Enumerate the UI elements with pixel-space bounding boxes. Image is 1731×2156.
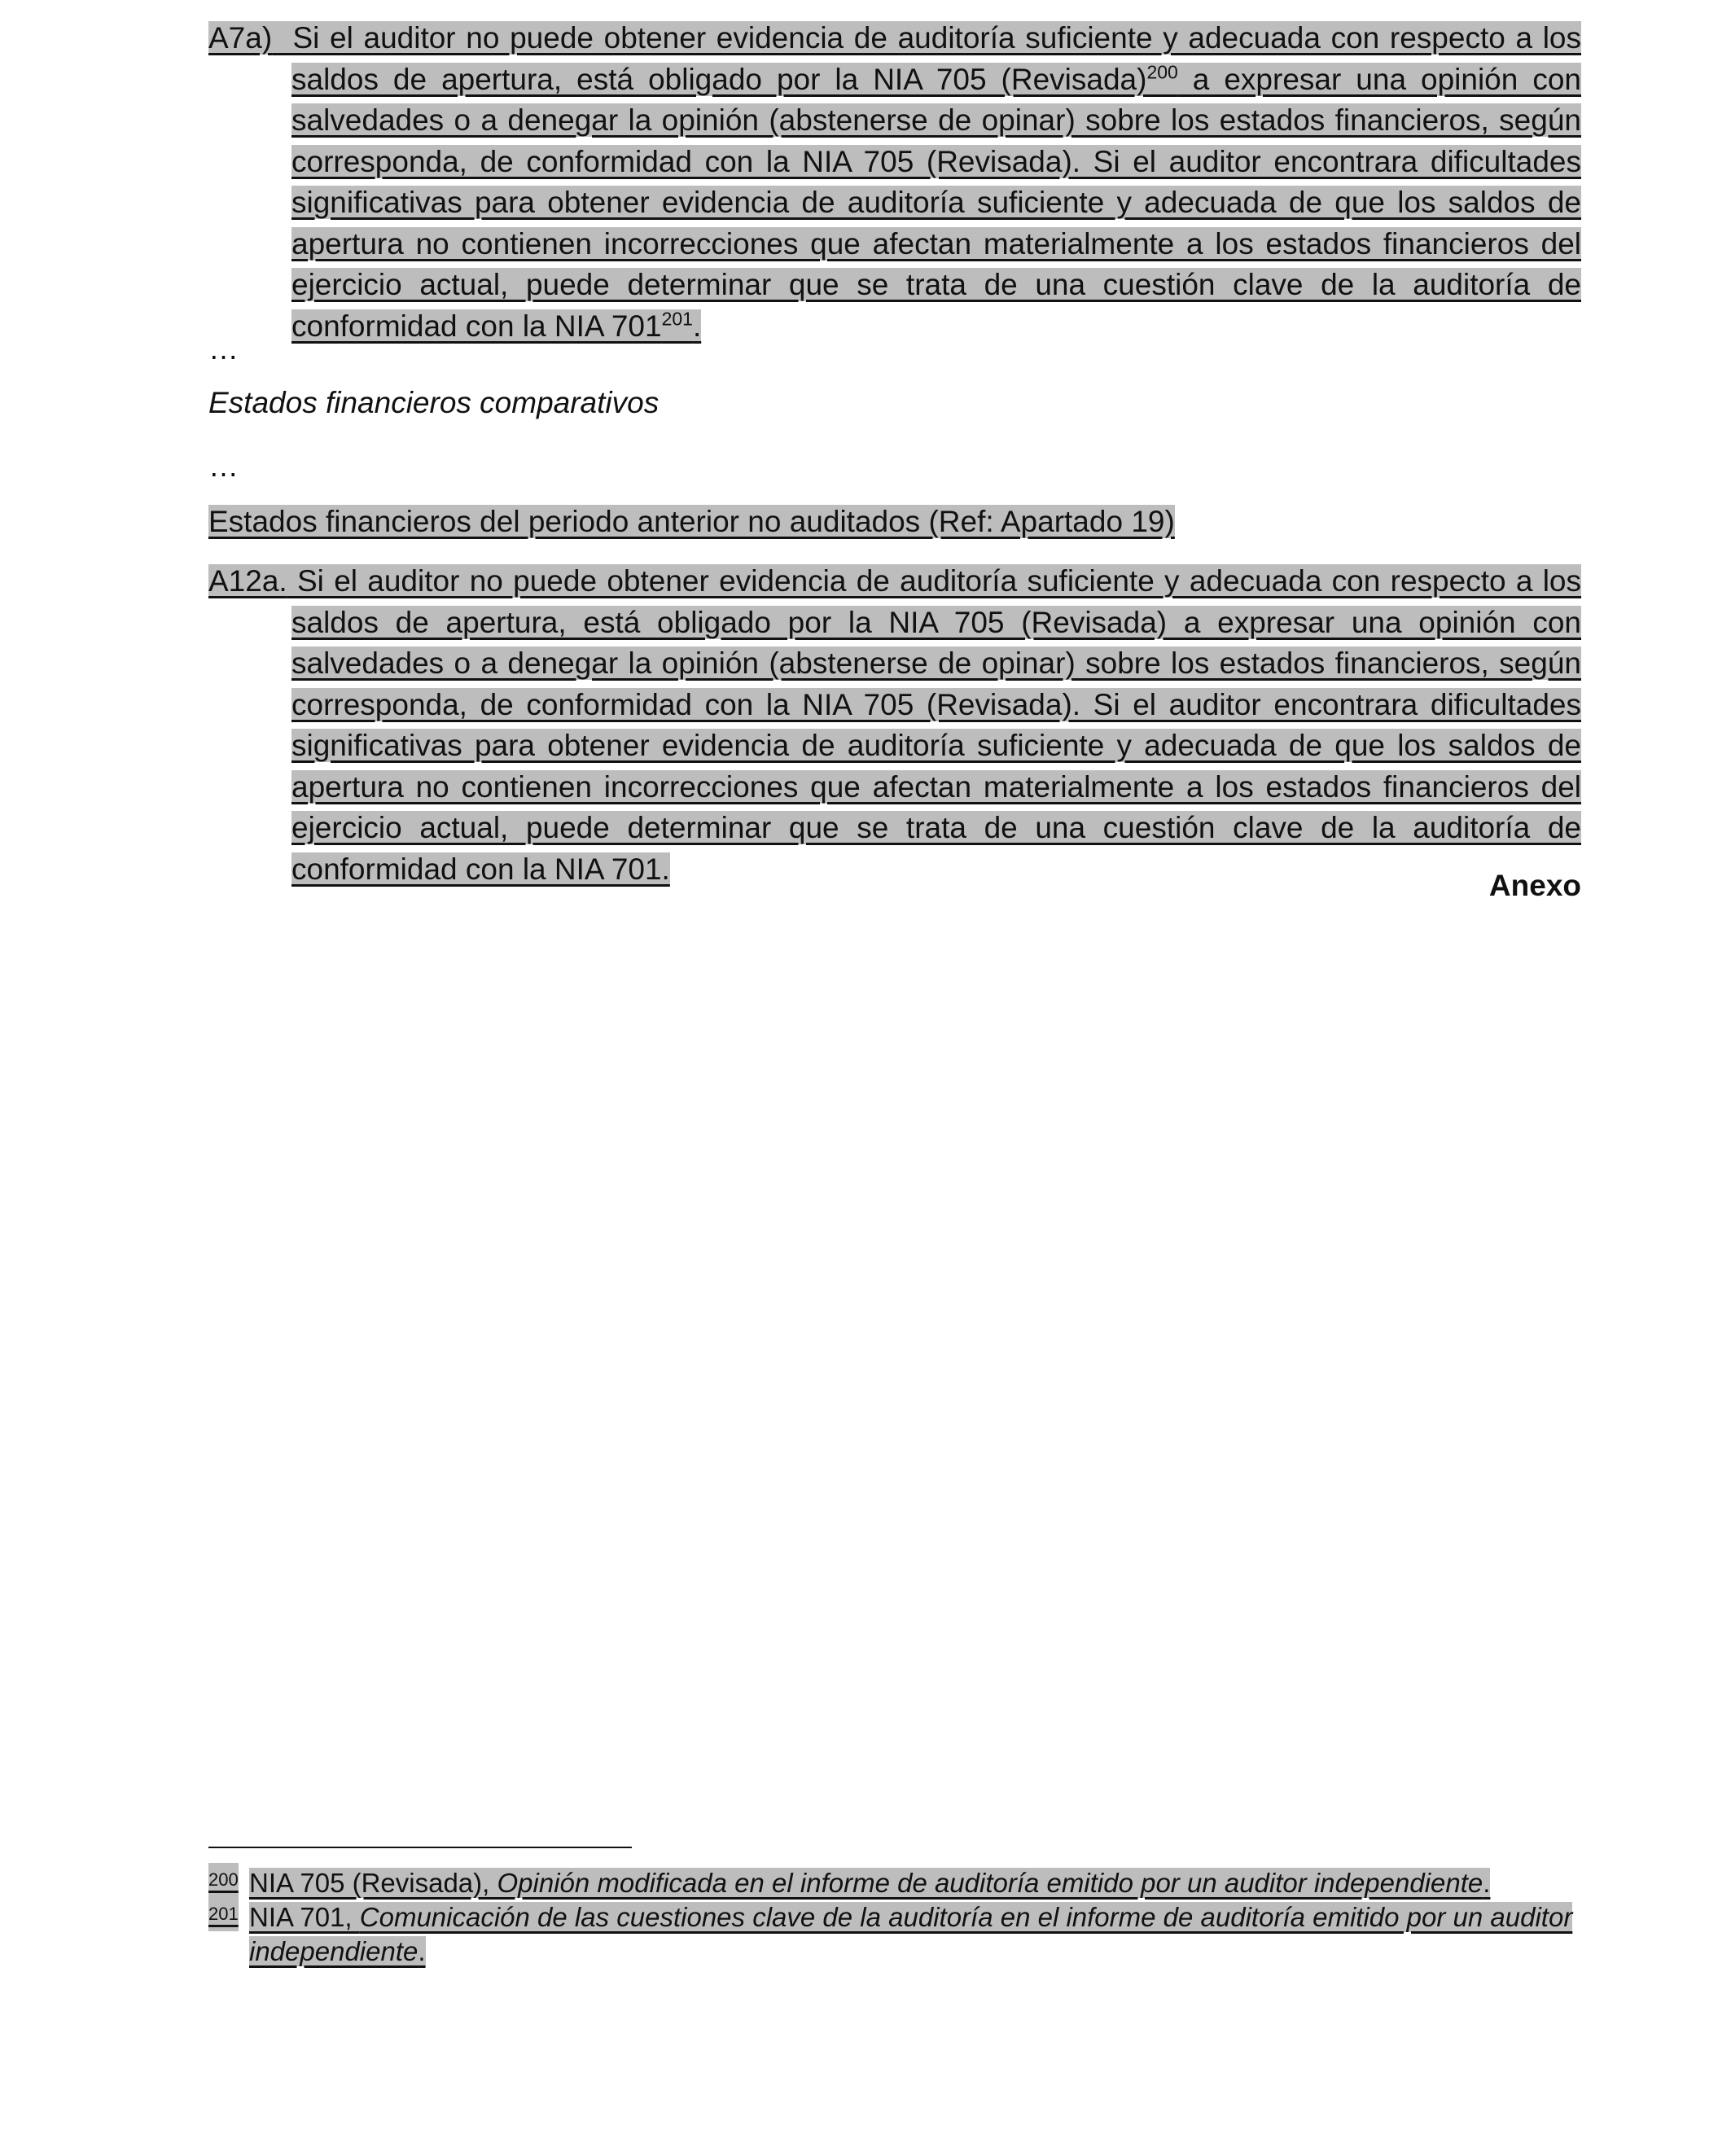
footnote-200 (208, 1866, 1581, 1900)
paragraph-text: Si el auditor no puede obtener evidencia de auditoría suficiente y adecuada con respecto a los saldos de apertura, está obligado por la NIA 705 (Revisada) (291, 21, 1582, 96)
footnote-text (208, 1900, 1581, 1969)
subheading (208, 501, 1175, 543)
section-heading: Estados financieros comparativos (208, 386, 660, 419)
ellipsis: … (208, 449, 239, 483)
paragraph-text: a expresar una opinión con salvedades o a denegar la opinión (abstenerse de opinar) sobre los estados financieros, según corresponda, de conformidad con la NIA 705 (Revisada). Si el auditor encontrara dificultades significativas para obtener evidencia de auditoría suficiente y adecuada de que los saldos de apertura no contienen incorrecciones que afectan materialmente a los estados financieros del ejercicio actual, puede determinar que se trata de una cuestión clave de la auditoría de conformidad con la NIA 701 (291, 62, 1581, 343)
footnote-separator (208, 1847, 632, 1848)
footnote-ref-201[interactable]: 201 (661, 308, 693, 330)
footnote-suffix: . (1483, 1868, 1491, 1898)
paragraph-a7a (208, 18, 1581, 347)
footnote-suffix: . (418, 1936, 426, 1966)
subheading-text: Estados financieros del periodo anterior no auditados (Ref: Apartado 19) (208, 505, 1175, 538)
paragraph-text: Si el auditor no puede obtener evidencia de auditoría suficiente y adecuada con respecto a los saldos de apertura, está obligado por la NIA 705 (Revisada) a expresar una opinión con salvedades o a denegar la opinión (abstenerse de opinar) sobre los estados financieros, según corresponda, de conformidad con la NIA 705 (Revisada). Si el auditor encontrara dificultades significativas para obtener evidencia de auditoría suficiente y adecuada de que los saldos de apertura no contienen incorrecciones que afectan materialmente a los estados financieros del ejercicio actual, puede determinar que se trata de una cuestión clave de la auditoría de conformidad con la NIA 701. (291, 564, 1582, 886)
footnote-prefix: NIA 701, (249, 1902, 360, 1932)
footnote-201 (208, 1900, 1581, 1969)
footnote-number: 201 (208, 1897, 239, 1931)
footnote-ref-200[interactable]: 200 (1146, 61, 1178, 83)
paragraph-a12a-text (208, 564, 1581, 886)
paragraph-a7a-text (208, 21, 1581, 343)
footnote-title: Opinión modificada en el informe de auditoría emitido por un auditor independiente (497, 1868, 1483, 1898)
footnote-text (208, 1866, 1581, 1900)
paragraph-text: . (692, 309, 702, 343)
paragraph-id: A7a) (208, 21, 273, 55)
paragraph-id: A12a. (208, 564, 287, 598)
footnote-prefix: NIA 705 (Revisada), (249, 1868, 497, 1898)
paragraph-a12a (208, 561, 1581, 890)
footnote-number: 200 (208, 1863, 239, 1897)
anexo-label: Anexo (1488, 869, 1581, 902)
ellipsis: … (208, 332, 239, 366)
footnote-title: Comunicación de las cuestiones clave de la auditoría en el informe de auditoría emitido por un auditor independiente (249, 1902, 1573, 1966)
